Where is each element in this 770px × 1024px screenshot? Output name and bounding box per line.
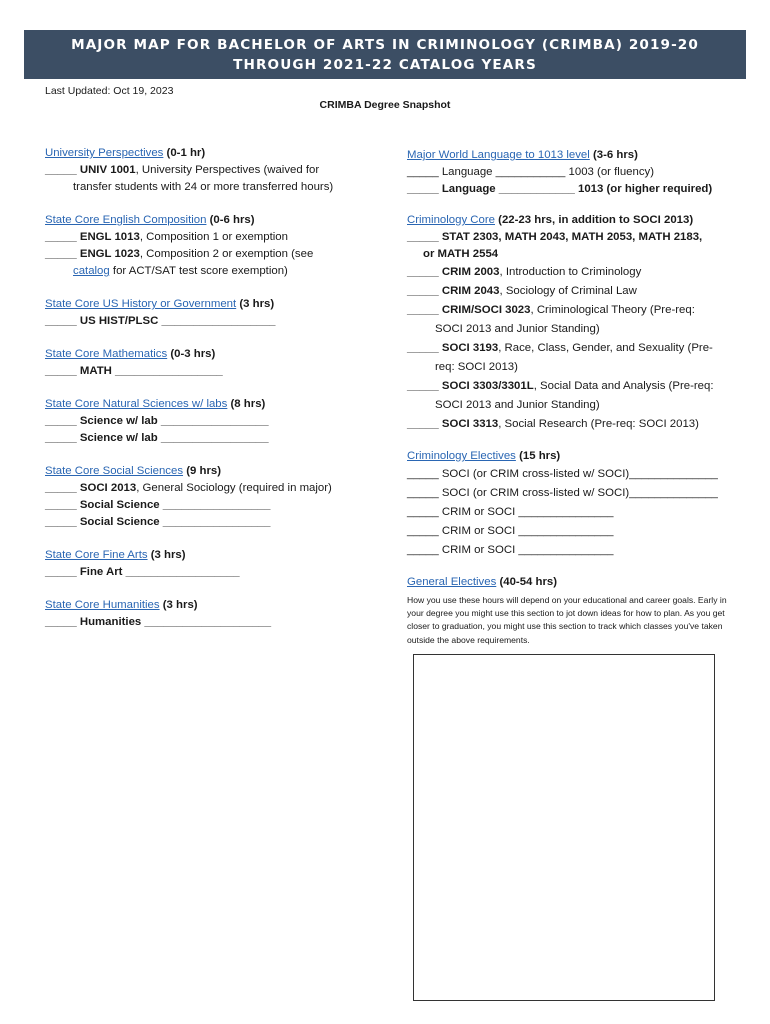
course-description-cont: for ACT/SAT test score exemption)	[109, 265, 288, 277]
section-natural-sciences	[45, 396, 385, 447]
course-code: CRIM/SOCI 3023	[441, 304, 531, 316]
section-us-history	[45, 296, 385, 330]
world-language-link[interactable]: Major World Language to 1013 level	[407, 149, 590, 161]
course-description: , Composition 2 or exemption (see	[139, 248, 314, 260]
course-code: SOCI 3313	[441, 418, 499, 430]
course-blank-row[interactable]: _____ CRIM or SOCI _______________	[407, 525, 614, 537]
course-blank-row[interactable]: _____ MATH _________________	[45, 365, 223, 377]
course-blank-row[interactable]: _____ Language ___________ 1003 (or fluency)	[407, 166, 655, 178]
course-blank-row[interactable]: _____ Humanities ____________________	[45, 616, 272, 628]
course-blank-row[interactable]: _____ Language ____________ 1013 (or higher required)	[407, 183, 713, 195]
course-description: , University Perspectives (waived for	[135, 164, 320, 176]
blank-line: _____	[407, 418, 439, 430]
course-code: CRIM 2003	[441, 266, 500, 278]
fine-arts-link[interactable]: State Core Fine Arts	[45, 549, 148, 561]
humanities-link[interactable]: State Core Humanities	[45, 599, 160, 611]
section-fine-arts	[45, 547, 385, 581]
course-description: , Social Data and Analysis (Pre-req:	[533, 380, 714, 392]
course-description-cont: SOCI 2013 and Junior Standing)	[435, 399, 600, 411]
course-description: , Introduction to Criminology	[499, 266, 642, 278]
blank-line: _____	[45, 248, 77, 260]
course-code: ENGL 1013	[79, 231, 140, 243]
english-composition-link[interactable]: State Core English Composition	[45, 214, 207, 226]
section-general-electives	[407, 574, 737, 647]
course-blank-row[interactable]: _____ Science w/ lab _________________	[45, 432, 269, 444]
general-electives-note: How you use these hours will depend on your educational and career goals. Early in your degree you might use this section to jot down ideas for how to plan. As you get closer to graduation, you might use this section to track which classes you've taken outside the above requirements.	[407, 595, 727, 645]
section-criminology-electives	[407, 448, 737, 560]
section-hours: (3-6 hrs)	[592, 149, 638, 161]
course-code: SOCI 3303/3301L	[441, 380, 534, 392]
course-blank-row[interactable]: _____ US HIST/PLSC __________________	[45, 315, 276, 327]
section-social-sciences	[45, 463, 385, 531]
left-column	[45, 145, 385, 631]
course-description-cont: SOCI 2013 and Junior Standing)	[435, 323, 600, 335]
course-blank-row[interactable]: _____ Science w/ lab _________________	[45, 415, 269, 427]
course-description: , Race, Class, Gender, and Sexuality (Pre-	[498, 342, 713, 354]
blank-line: _____	[45, 164, 77, 176]
snapshot-heading: CRIMBA Degree Snapshot	[319, 99, 451, 111]
social-sciences-link[interactable]: State Core Social Sciences	[45, 465, 184, 477]
course-blank-row[interactable]: _____ SOCI (or CRIM cross-listed w/ SOCI)______________	[407, 468, 718, 480]
criminology-electives-link[interactable]: Criminology Electives	[407, 450, 516, 462]
section-hours: (40-54 hrs)	[499, 576, 558, 588]
course-code: CRIM 2043	[441, 285, 500, 297]
course-blank-row[interactable]: _____ Fine Art __________________	[45, 566, 240, 578]
blank-line: _____	[45, 482, 77, 494]
criminology-core-link[interactable]: Criminology Core	[407, 214, 495, 226]
blank-line: _____	[407, 304, 439, 316]
blank-line: _____	[45, 231, 77, 243]
section-hours: (3 hrs)	[162, 599, 198, 611]
section-hours: (0-6 hrs)	[209, 214, 255, 226]
section-hours: (3 hrs)	[239, 298, 275, 310]
course-blank-row[interactable]: _____ CRIM or SOCI _______________	[407, 544, 614, 556]
notes-box[interactable]	[413, 654, 715, 1001]
section-mathematics	[45, 346, 385, 380]
course-description-cont: transfer students with 24 or more transferred hours)	[73, 181, 334, 193]
course-blank-row[interactable]: _____ Social Science _________________	[45, 499, 271, 511]
section-hours: (22-23 hrs, in addition to SOCI 2013)	[498, 214, 694, 226]
right-column	[407, 147, 737, 647]
page-title-line-2: THROUGH 2021-22 CATALOG YEARS	[233, 57, 537, 73]
course-description: , Sociology of Criminal Law	[499, 285, 637, 297]
section-hours: (0-3 hrs)	[170, 348, 216, 360]
section-hours: (8 hrs)	[230, 398, 266, 410]
course-blank-row[interactable]: _____ CRIM or SOCI _______________	[407, 506, 614, 518]
course-description: , Composition 1 or exemption	[139, 231, 288, 243]
blank-line: _____	[407, 342, 439, 354]
course-description: , General Sociology (required in major)	[136, 482, 332, 494]
course-code: SOCI 3193	[441, 342, 499, 354]
course-description: , Social Research (Pre-req: SOCI 2013)	[498, 418, 699, 430]
course-description-cont: req: SOCI 2013)	[435, 361, 518, 373]
section-criminology-core	[407, 212, 737, 434]
section-university-perspectives	[45, 145, 385, 196]
course-blank-row[interactable]: _____ Social Science _________________	[45, 516, 271, 528]
page-title-banner	[24, 30, 746, 79]
page-title-line-1: MAJOR MAP FOR BACHELOR OF ARTS IN CRIMINOLOGY (CRIMBA) 2019-20	[71, 37, 699, 53]
course-code: SOCI 2013	[79, 482, 137, 494]
natural-sciences-link[interactable]: State Core Natural Sciences w/ labs	[45, 398, 228, 410]
section-hours: (15 hrs)	[519, 450, 561, 462]
us-history-link[interactable]: State Core US History or Government	[45, 298, 237, 310]
university-perspectives-link[interactable]: University Perspectives	[45, 147, 164, 159]
mathematics-link[interactable]: State Core Mathematics	[45, 348, 168, 360]
course-code: ENGL 1023	[79, 248, 140, 260]
course-blank-row[interactable]: _____ STAT 2303, MATH 2043, MATH 2053, MATH 2183,	[407, 231, 703, 243]
section-world-language	[407, 147, 737, 198]
section-hours: (3 hrs)	[150, 549, 186, 561]
general-electives-link[interactable]: General Electives	[407, 576, 497, 588]
course-blank-row[interactable]: _____ SOCI (or CRIM cross-listed w/ SOCI)______________	[407, 487, 718, 499]
course-description-cont: or MATH 2554	[423, 248, 499, 260]
last-updated: Last Updated: Oct 19, 2023	[45, 85, 174, 97]
section-english-composition	[45, 212, 385, 280]
blank-line: _____	[407, 266, 439, 278]
section-humanities	[45, 597, 385, 631]
section-hours: (0-1 hr)	[166, 147, 206, 159]
blank-line: _____	[407, 380, 439, 392]
course-description: , Criminological Theory (Pre-req:	[530, 304, 695, 316]
course-code: UNIV 1001	[79, 164, 136, 176]
catalog-link[interactable]: catalog	[73, 265, 110, 277]
blank-line: _____	[407, 285, 439, 297]
section-hours: (9 hrs)	[186, 465, 222, 477]
